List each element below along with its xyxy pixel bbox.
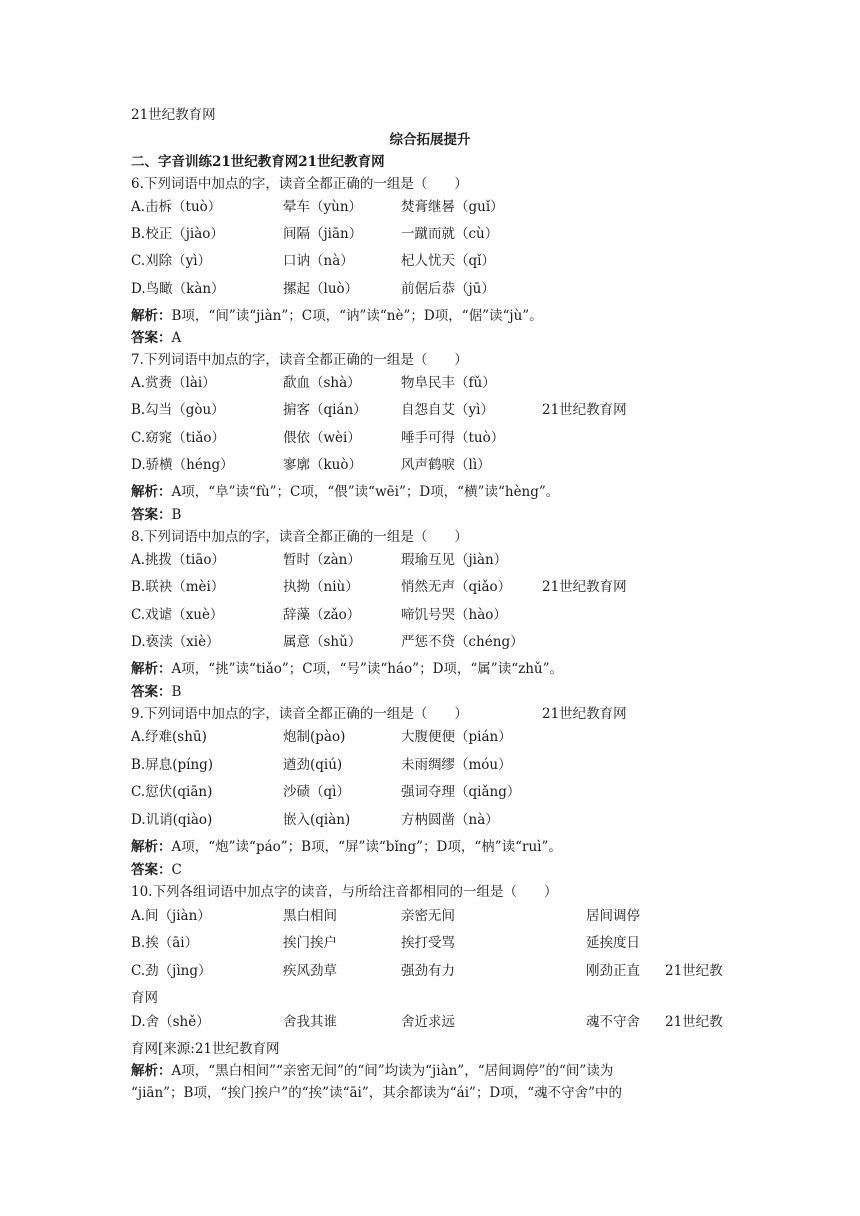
q10-b-2: 挨门挨户 — [283, 935, 337, 951]
header-note: 21世纪教育网 — [131, 107, 216, 123]
q6-answer-value: A — [171, 330, 182, 346]
q8-b-3: 悄然无声（qiǎo） — [401, 579, 512, 595]
q6-c-2: 口讷（nà） — [283, 253, 354, 269]
q8-d-1: D.亵渎（xiè） — [131, 634, 220, 650]
answer-label: 答案： — [131, 684, 172, 700]
q9-c-2: 沙碛（qì） — [283, 784, 350, 800]
q6-b-1: B.校正（jiào） — [131, 226, 224, 242]
q8-answer — [131, 682, 181, 702]
q7-b-2: 掮客（qián） — [283, 402, 367, 418]
q7-c-3: 唾手可得（tuò） — [401, 430, 505, 446]
q9-stem-watermark: 21世纪教育网 — [542, 706, 627, 722]
q8-b-watermark: 21世纪教育网 — [542, 579, 627, 595]
q8-answer-value: B — [171, 684, 182, 700]
analysis-label: 解析： — [131, 308, 172, 324]
q8-b-2: 执拗（niù） — [283, 579, 359, 595]
q8-c-2: 辞藻（zǎo） — [283, 607, 361, 623]
q7-c-2: 偎依（wèi） — [283, 430, 361, 446]
q7-a-2: 歃血（shà） — [283, 375, 361, 391]
q10-c-2: 疾风劲草 — [283, 963, 337, 979]
q6-analysis — [131, 306, 543, 326]
q8-a-3: 瑕瑜互见（jiàn） — [401, 552, 508, 568]
q10-c-3: 强劲有力 — [401, 963, 455, 979]
answer-label: 答案： — [131, 507, 172, 523]
q10-d-3: 舍近求远 — [401, 1014, 455, 1030]
q6-analysis-text: B项，“间”读“jiàn”；C项，“讷”读“nè”；D项，“倨”读“jù”。 — [171, 308, 543, 324]
q10-d-watermark: 21世纪教 — [665, 1014, 723, 1030]
q9-b-1: B.屏息(píng) — [131, 757, 214, 773]
analysis-label: 解析： — [131, 661, 172, 677]
q9-a-2: 炮制(pào) — [283, 729, 346, 745]
q9-b-2: 遒劲(qiú) — [283, 757, 343, 773]
q7-answer-value: B — [171, 507, 182, 523]
q10-d-wrap: 育网[来源:21世纪教育网 — [131, 1041, 280, 1057]
q10-analysis-text-1: A项，“黑白相间”“亲密无间”的“间”均读为“jiàn”，“居间调停”的“间”读为 — [171, 1063, 614, 1079]
q7-answer — [131, 505, 181, 525]
q8-c-1: C.戏谑（xuè） — [131, 607, 224, 623]
q10-c-watermark: 21世纪教 — [665, 963, 723, 979]
q10-d-4: 魂不守舍 — [586, 1014, 640, 1030]
q7-d-1: D.骄横（héng） — [131, 457, 234, 473]
q9-c-1: C.愆伏(qiān) — [131, 784, 213, 800]
q9-a-1: A.纾难(shū) — [131, 729, 207, 745]
q10-c-wrap: 育网 — [131, 990, 158, 1006]
q10-stem: 10.下列各组词语中加点字的读音，与所给注音都相同的一组是（ ） — [131, 884, 558, 900]
q10-d-1: D.舍（shě） — [131, 1014, 210, 1030]
q7-c-1: C.窈窕（tiǎo） — [131, 430, 226, 446]
q10-b-3: 挨打受骂 — [401, 935, 455, 951]
q9-d-3: 方枘圆凿（nà） — [401, 812, 499, 828]
q7-b-1: B.勾当（gòu） — [131, 402, 225, 418]
analysis-label: 解析： — [131, 1063, 172, 1079]
q9-analysis — [131, 837, 562, 857]
q8-analysis — [131, 659, 563, 679]
q8-a-1: A.挑拨（tiāo） — [131, 552, 225, 568]
answer-label: 答案： — [131, 330, 172, 346]
q9-a-3: 大腹便便（pián） — [401, 729, 512, 745]
q6-c-1: C.刈除（yì） — [131, 253, 212, 269]
q10-a-3: 亲密无间 — [401, 908, 455, 924]
q6-d-1: D.鸟瞰（kàn） — [131, 281, 225, 297]
q7-a-3: 物阜民丰（fǔ） — [401, 375, 496, 391]
q8-a-2: 暂时（zàn） — [283, 552, 361, 568]
q7-analysis — [131, 482, 559, 502]
q7-b-watermark: 21世纪教育网 — [542, 402, 627, 418]
q7-b-3: 自怨自艾（yì） — [401, 402, 494, 418]
q7-a-1: A.赏赉（lài） — [131, 375, 216, 391]
section-title: 综合拓展提升 — [389, 132, 471, 148]
q6-d-3: 前倨后恭（jū） — [401, 281, 495, 297]
q10-d-2: 舍我其谁 — [283, 1014, 337, 1030]
q9-c-3: 强词夺理（qiǎng） — [401, 784, 521, 800]
q7-analysis-text: A项，“阜”读“fù”；C项，“偎”读“wēi”；D项，“横”读“hèng”。 — [171, 484, 560, 500]
q6-b-3: 一蹴而就（cù） — [401, 226, 499, 242]
q6-d-2: 摞起（luò） — [283, 281, 359, 297]
q6-b-2: 间隔（jiān） — [283, 226, 363, 242]
q6-answer — [131, 328, 181, 348]
q8-c-3: 啼饥号哭（hào） — [401, 607, 507, 623]
q10-b-4: 延挨度日 — [586, 935, 640, 951]
q9-d-1: D.讥诮(qiào) — [131, 812, 213, 828]
q8-d-3: 严惩不贷（chéng） — [401, 634, 524, 650]
q10-c-4: 刚劲正直 — [586, 963, 640, 979]
section-heading: 二、字音训练21世纪教育网21世纪教育网 — [131, 154, 385, 170]
q9-analysis-text: A项，“炮”读“páo”；B项，“屏”读“bǐng”；D项，“枘”读“ruì”。 — [171, 839, 562, 855]
q10-b-1: B.挨（āi） — [131, 935, 199, 951]
q8-b-1: B.联袂（mèi） — [131, 579, 225, 595]
analysis-label: 解析： — [131, 484, 172, 500]
q9-answer — [131, 860, 182, 880]
q8-stem: 8.下列词语中加点的字，读音全都正确的一组是（ ） — [131, 529, 468, 545]
analysis-label: 解析： — [131, 839, 172, 855]
q8-analysis-text: A项，“挑”读“tiǎo”；C项，“号”读“háo”；D项，“属”读“zhǔ”。 — [171, 661, 564, 677]
q10-analysis-line-1 — [131, 1061, 613, 1081]
q9-b-3: 未雨绸缪（móu） — [401, 757, 512, 773]
answer-label: 答案： — [131, 862, 172, 878]
q9-d-2: 嵌入(qiàn) — [283, 812, 351, 828]
q10-a-4: 居间调停 — [586, 908, 640, 924]
q6-stem: 6.下列词语中加点的字，读音全都正确的一组是（ ） — [131, 176, 468, 192]
q10-c-1: C.劲（jìng） — [131, 963, 212, 979]
q6-c-3: 杞人忧天（qǐ） — [401, 253, 495, 269]
q6-a-1: A.击柝（tuò） — [131, 199, 222, 215]
q7-d-3: 风声鹤唳（lì） — [401, 457, 491, 473]
q10-a-1: A.间（jiàn） — [131, 908, 211, 924]
q8-d-2: 属意（shǔ） — [283, 634, 362, 650]
q6-a-2: 晕车（yùn） — [283, 199, 363, 215]
q10-a-2: 黑白相间 — [283, 908, 337, 924]
q7-stem: 7.下列词语中加点的字，读音全都正确的一组是（ ） — [131, 352, 468, 368]
q10-analysis-line-2: “jiān”；B项，“挨门挨户”的“挨”读“āi”，其余都读为“ái”；D项，“魂不守舍”中的 — [131, 1085, 623, 1101]
q6-a-3: 焚膏继晷（guǐ） — [401, 199, 504, 215]
q7-d-2: 寥廓（kuò） — [283, 457, 363, 473]
q9-answer-value: C — [171, 862, 182, 878]
q9-stem: 9.下列词语中加点的字，读音全都正确的一组是（ ） — [131, 706, 468, 722]
